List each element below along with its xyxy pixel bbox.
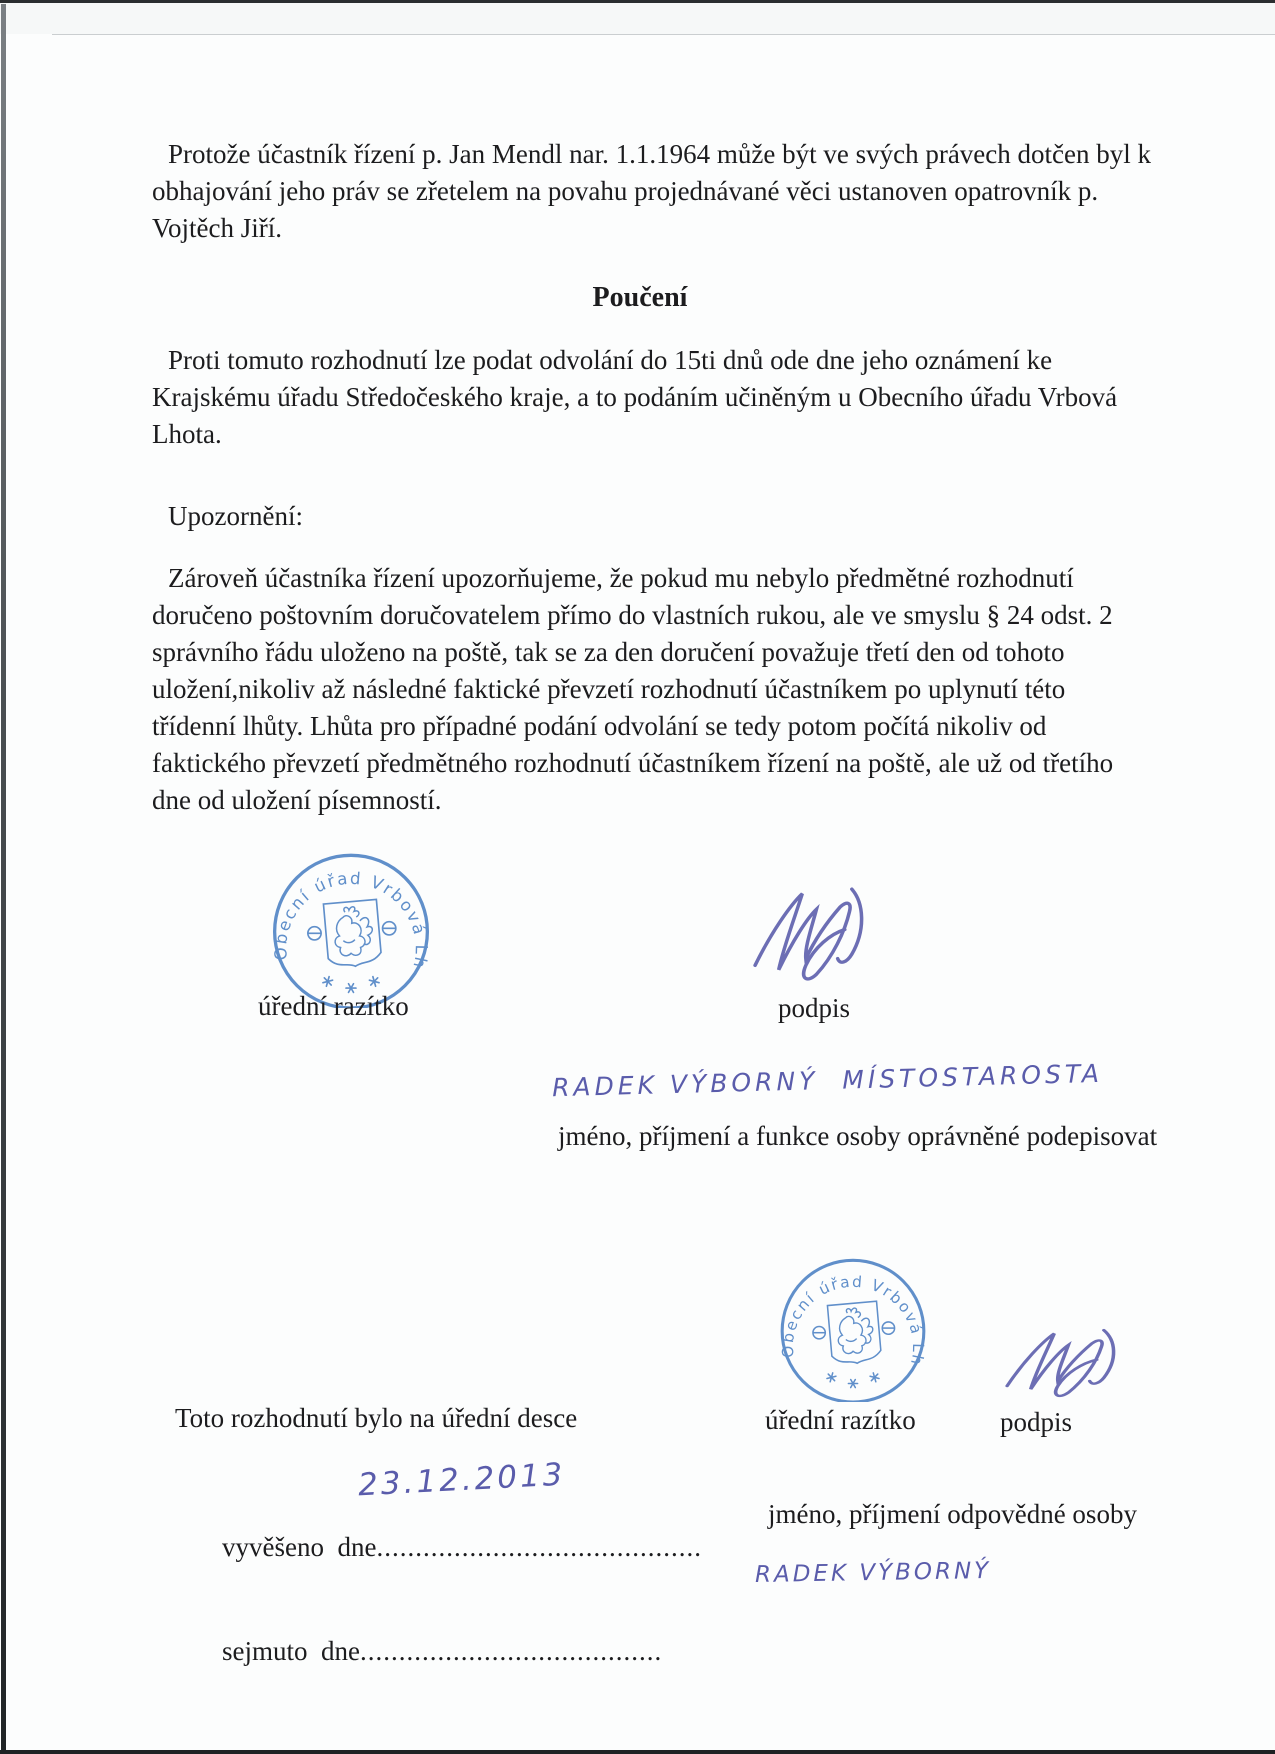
handwritten-name-function: RADEK VÝBORNÝ MÍSTOSTAROSTA: [551, 1058, 1104, 1103]
paragraph-appeal: [152, 342, 1152, 453]
caption-responsible-person: jméno, příjmení odpovědné osoby: [768, 1499, 1137, 1529]
label-signature-1: podpis: [778, 993, 851, 1023]
text-line: dne od uložení písemností.: [152, 785, 442, 815]
caption-authorized-signer: jméno, příjmení a funkce osoby oprávněné podepisovat: [558, 1121, 1158, 1151]
text-line: třídenní lhůty. Lhůta pro případné podání odvolání se tedy potom počítá nikoliv od: [152, 711, 1047, 741]
label-posted-on-board: Toto rozhodnutí bylo na úřední desce: [175, 1403, 578, 1433]
text-line: Krajskému úřadu Středočeského kraje, a to podáním učiněným u Obecního úřadu Vrbová: [152, 382, 1118, 412]
dotted-fill-line: .......................................: [359, 1636, 663, 1666]
signature-scribble-1: [748, 878, 866, 990]
text-line: obhajování jeho práv se zřetelem na povahu projednávané věci ustanoven opatrovník p.: [152, 176, 1099, 206]
dotted-fill-line: ..........................................: [376, 1532, 702, 1562]
text-line: správního řádu uloženo na poště, tak se za den doručení považuje třetí den od tohoto: [152, 637, 1065, 667]
label-signature-2: podpis: [1000, 1407, 1073, 1437]
label-removed-date: sejmuto dne: [222, 1636, 360, 1666]
text-line: Proti tomuto rozhodnutí lze podat odvolání do 15ti dnů ode dne jeho oznámení ke: [168, 345, 1053, 375]
scan-artifact-line: [52, 34, 1275, 35]
text-line: uložení,nikoliv až následné faktické převzetí rozhodnutí účastníkem po uplynutí této: [152, 674, 1066, 704]
handwritten-responsible-person: RADEK VÝBORNÝ: [754, 1557, 992, 1589]
scan-edge-bottom: [0, 1750, 1275, 1754]
label-posted-date: vyvěšeno dne: [222, 1532, 377, 1562]
official-stamp-2: [776, 1248, 930, 1402]
handwritten-posted-date: 23.12.2013: [357, 1456, 567, 1504]
text-line: Zároveň účastníka řízení upozorňujeme, že pokud mu nebylo předmětné rozhodnutí: [168, 563, 1074, 593]
label-official-stamp-2: úřední razítko: [765, 1405, 916, 1435]
heading-pouceni: Poučení: [592, 282, 688, 313]
text-line: Lhota.: [152, 419, 222, 449]
paragraph-guardian: [152, 136, 1152, 247]
removed-date-row: [195, 1596, 662, 1707]
label-official-stamp-1: úřední razítko: [258, 991, 409, 1021]
scan-shade-top: [0, 3, 1275, 34]
text-line: doručeno poštovním doručovatelem přímo do vlastních rukou, ale ve smyslu § 24 odst. 2: [152, 600, 1113, 630]
text-line: faktického převzetí předmětného rozhodnutí účastníkem řízení na poště, ale už od třetího: [152, 748, 1114, 778]
paragraph-delivery-notice: [152, 560, 1152, 819]
text-line: Vojtěch Jiří.: [152, 213, 282, 243]
posted-date-row: [195, 1492, 702, 1603]
signature-scribble-2: [1000, 1322, 1118, 1404]
heading-upozorneni: Upozornění:: [168, 501, 303, 531]
official-stamp-1: [268, 842, 434, 1008]
text-line: Protože účastník řízení p. Jan Mendl nar. 1.1.1964 může být ve svých právech dotčen byl k: [168, 139, 1151, 169]
scan-edge-left: [1, 4, 6, 1754]
